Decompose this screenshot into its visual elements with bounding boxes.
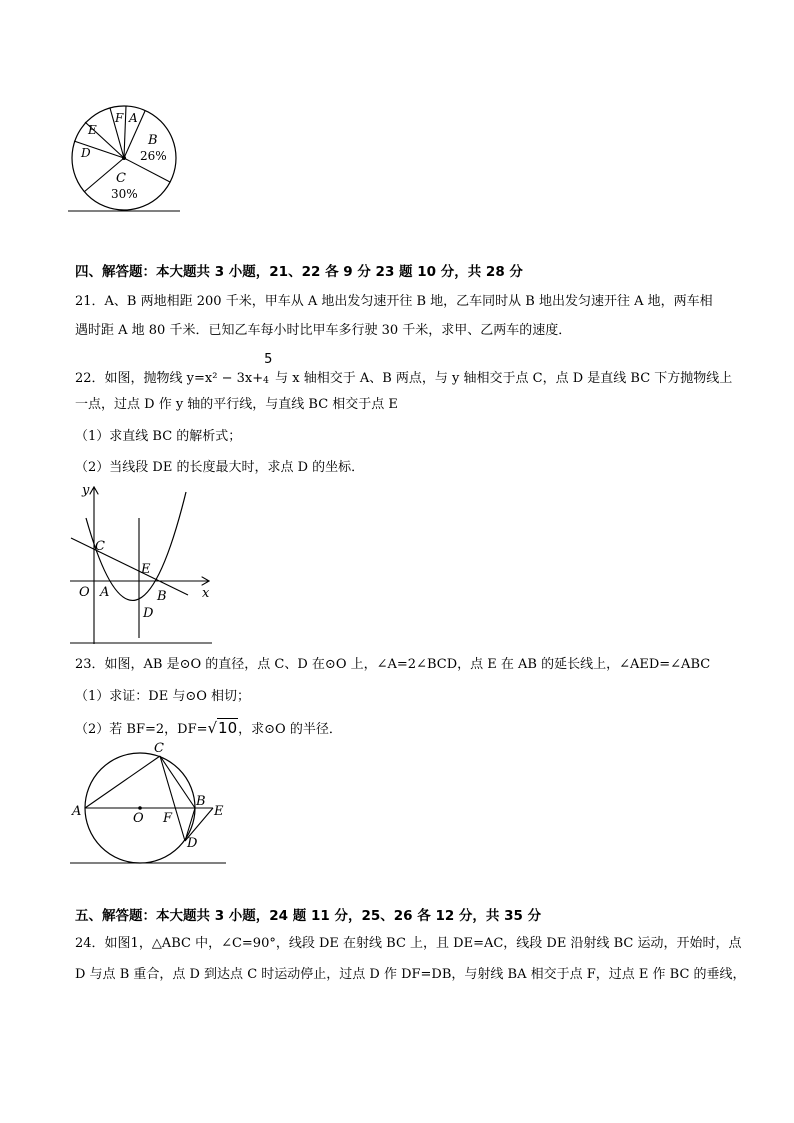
q22-part-2: （2）当线段 DE 的长度最大时，求点 D 的坐标． [75,460,365,475]
q22-fraction-numerator: 5 [264,352,273,367]
q23-part-2-end: ，求⊙O 的半径． [238,722,342,737]
q23-line-1: 23．如图，AB 是⊙O 的直径，点 C、D 在⊙O 上，∠A=2∠BCD，点 E 在 AB 的延长线上，∠AED=∠ABC [75,657,711,672]
q22-part-1: （1）求直线 BC 的解析式； [75,429,242,444]
q22-line-1 [75,352,733,388]
fig23-label-e: E [214,804,224,819]
pie-percent-c: 30% [111,187,138,201]
q24-line-1: 24．如图1，△ABC 中，∠C=90°，线段 DE 在射线 BC 上，且 DE=AC，线段 DE 沿射线 BC 运动，开始时，点 [75,936,742,951]
section-5-heading: 五、解答题：本大题共 3 小题，24 题 11 分，25、26 各 12 分，共 35 分 [75,908,542,924]
section-4-heading: 四、解答题：本大题共 3 小题，21、22 各 9 分 23 题 10 分，共 28 分 [75,264,523,280]
pie-label-d: D [81,146,91,160]
pie-label-e: E [88,123,97,137]
q22-line-1-end: 与 x 轴相交于 A、B 两点，与 y 轴相交于点 C，点 D 是直线 BC 下方抛物线上 [275,371,733,386]
q21-line-1: 21．A、B 两地相距 200 千米，甲车从 A 地出发匀速开往 B 地，乙车同时从 B 地出发匀速开往 A 地，两车相 [75,294,713,309]
pie-label-a: A [129,111,138,125]
pie-chart-figure [66,100,186,218]
q22-line-1-start: 22．如图，抛物线 y=x² − 3x+ [75,371,264,386]
fig22-label-a: A [100,585,110,600]
fig23-label-b: B [196,794,206,809]
fig23-label-c: C [154,742,164,756]
pie-label-c: C [116,171,126,186]
circle-figure [68,742,236,867]
fig22-label-y: y [82,483,90,498]
chord-bc [160,756,195,808]
fig23-label-f: F [163,811,173,826]
sqrt-argument: 10 [218,719,238,737]
fig22-label-c: C [95,539,105,554]
q23-part-2-start: （2）若 BF=2，DF= [75,722,208,737]
fig23-label-a: A [72,804,82,819]
fig22-label-e: E [141,562,151,577]
pie-percent-b: 26% [140,149,167,163]
pie-label-b: B [148,133,158,148]
fig22-label-b: B [157,589,167,604]
q22-fraction [263,352,275,388]
chord-cd [160,756,185,841]
fig22-label-x: x [202,586,210,601]
fig22-label-o: O [79,585,90,600]
fig22-label-d: D [143,606,154,621]
q21-line-2: 遇时距 A 地 80 千米．已知乙车每小时比甲车多行驶 30 千米，求甲、乙两车的速度． [75,323,572,338]
q22-fraction-denominator: 4 [263,376,269,386]
pie-label-f: F [115,111,124,125]
fig23-label-d: D [187,836,198,851]
fig23-label-o: O [133,811,144,826]
chord-ac [85,756,160,808]
q23-part-2 [75,719,342,739]
q24-line-2: D 与点 B 重合，点 D 到达点 C 时运动停止，过点 D 作 DF=DB，与射线 BA 相交于点 F，过点 E 作 BC 的垂线， [75,967,746,982]
parabola-figure [68,480,218,648]
sqrt-symbol: √10 [207,719,238,737]
q22-line-2: 一点，过点 D 作 y 轴的平行线，与直线 BC 相交于点 E [75,397,398,412]
q23-part-1: （1）求证：DE 与⊙O 相切； [75,689,250,704]
